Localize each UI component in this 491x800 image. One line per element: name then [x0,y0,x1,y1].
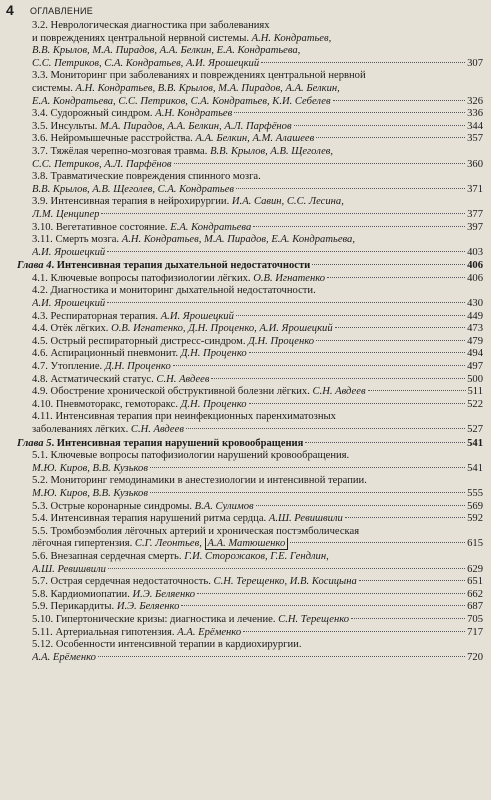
table-of-contents [0,20,491,664]
toc-line [32,614,483,627]
toc-title: 4.7. Утопление. [32,361,105,373]
toc-section-entry [0,475,491,500]
toc-section-entry [0,411,491,436]
toc-line-text [32,323,333,336]
toc-author: Е.А. Кондратьева, С.С. Петриков, С.А. Кондратьев, К.И. Себелев [32,95,331,107]
toc-line [17,260,483,273]
toc-page-number: 430 [467,298,483,310]
toc-line [32,108,483,121]
toc-author: М.Ю. Киров, В.В. Кузьков [32,487,148,499]
toc-line [32,589,483,602]
toc-author: А.Ш. Ревишвили [268,513,343,525]
toc-line [32,273,483,286]
toc-section-entry [0,501,491,514]
dot-leader [236,315,465,316]
toc-line [32,424,483,437]
toc-line [32,475,483,488]
toc-title: 4.8. Астматический статус. [32,373,157,385]
toc-line-text [32,639,301,652]
toc-line [17,438,483,451]
toc-author: М.А. Пирадов, А.А. Белкин, А.Л. Парфёнов [100,120,292,132]
toc-section-entry [0,336,491,349]
toc-title: 4.1. Ключевые вопросы патофизиологии лёгких. [32,272,254,284]
toc-author: А.А. Матюшенко [205,538,289,550]
toc-title: 5.6. Внезапная сердечная смерть. [32,550,185,562]
toc-title: 5.1. Ключевые вопросы патофизиологии нарушений кровообращения. [32,450,350,462]
toc-title: заболеваниях лёгких. [32,424,131,435]
toc-title: и повреждениях центральной нервной системы. [32,32,252,44]
toc-line [32,298,483,311]
toc-author: Д.Н. Проценко [104,361,171,373]
toc-line [32,222,483,235]
toc-section-entry [0,526,491,551]
dot-leader [234,112,465,113]
toc-line [32,33,483,46]
toc-section-entry [0,121,491,134]
toc-line-text [32,589,195,602]
toc-page-number: 397 [467,221,483,233]
toc-title: 4.10. Пневмоторакс, гемоторакс. [32,398,181,410]
toc-chapter-entry [0,260,491,273]
toc-author: В.В. Крылов, М.А. Пирадов, А.А. Белкин, Е.А. Кондратьева, [32,45,301,57]
toc-line [32,70,483,83]
toc-line [32,159,483,172]
toc-line-text [32,196,344,209]
toc-line-text [32,171,261,184]
toc-line [32,234,483,247]
toc-page-number: 511 [467,386,483,398]
toc-line-text [32,33,331,46]
toc-line [32,20,483,33]
toc-title: 3.4. Судорожный синдром. [32,108,156,120]
toc-line-text [32,336,314,349]
toc-line [32,361,483,374]
dot-leader [150,467,465,468]
toc-section-entry [0,601,491,614]
toc-line [32,652,483,665]
toc-line [32,463,483,476]
dot-leader [249,352,465,353]
toc-page-number: 497 [467,361,483,373]
toc-page-number: 522 [467,398,483,410]
dot-leader [186,428,465,429]
toc-line-text [32,133,314,146]
toc-author: Е.А. Кондратьева [170,221,252,233]
dot-leader [173,365,465,366]
toc-line-text [32,58,259,71]
toc-section-entry [0,450,491,475]
toc-title: 3.8. Травматические повреждения спинного мозга. [32,171,261,183]
toc-section-entry [0,323,491,336]
dot-leader [305,442,465,443]
toc-page-number: 541 [467,437,483,449]
toc-page-number: 360 [467,158,483,170]
toc-line [32,323,483,336]
toc-author: И.А. Савин, С.С. Лесина, [231,196,344,208]
toc-page-number: 326 [467,95,483,107]
toc-line [32,348,483,361]
toc-line [32,411,483,424]
toc-title: 5.2. Мониторинг гемодинамики в анестезиологии и интенсивной терапии. [32,475,367,487]
toc-line [32,501,483,514]
toc-section-entry [0,234,491,259]
toc-line [32,285,483,298]
toc-line-text [32,348,247,361]
toc-page-number: 687 [467,601,483,613]
toc-line [32,247,483,260]
toc-page-number: 406 [467,272,483,284]
toc-section-entry [0,311,491,324]
toc-author: О.В. Игнатенко, Д.Н. Проценко, А.И. Ярошецкий [111,323,333,335]
toc-page-number: 720 [467,651,483,663]
toc-author: Д.Н. Проценко [248,335,315,347]
toc-line [32,336,483,349]
toc-section-entry [0,108,491,121]
toc-page-number: 629 [467,563,483,575]
toc-line-text [32,424,184,437]
toc-author: В.А. Сулимов [194,500,254,512]
dot-leader [107,302,465,303]
toc-line-text [32,538,288,551]
dot-leader [316,340,465,341]
toc-page-number: 473 [467,323,483,335]
toc-title: 5.9. Перикардиты. [32,601,117,613]
toc-page-number: 449 [467,310,483,322]
toc-section-entry [0,196,491,221]
toc-title: 3.5. Инсульты. [32,120,101,132]
toc-line-text [32,513,343,526]
toc-author: Л.М. Ценципер [32,208,100,220]
dot-leader [150,492,465,493]
toc-section-entry [0,627,491,640]
toc-line-text [32,526,359,539]
toc-author: О.В. Игнатенко [253,272,326,284]
toc-author: С.Н. Терещенко, И.В. Косицына [213,576,357,588]
toc-line-text [32,234,355,247]
toc-line [32,627,483,640]
toc-line [32,538,483,551]
dot-leader [211,378,465,379]
toc-section-entry [0,374,491,387]
toc-title: 5.11. Артериальная гипотензия. [32,626,178,638]
toc-author: А.А. Ерёменко [177,626,242,638]
dot-leader [327,277,465,278]
toc-section-entry [0,171,491,196]
toc-line [32,83,483,96]
dot-leader [108,568,465,569]
toc-title: 5.3. Острые коронарные синдромы. [32,500,195,512]
toc-line-text [32,45,300,58]
toc-page-number: 357 [467,133,483,145]
toc-line-text [32,70,366,83]
toc-author: А.Н. Кондратьев, [251,32,332,44]
toc-author: Д.Н. Проценко [180,398,247,410]
dot-leader [335,327,465,328]
toc-line-text [32,83,340,96]
toc-author: В.В. Крылов, А.В. Щеголев, С.А. Кондратьев [32,183,235,195]
dot-leader [345,517,465,518]
toc-chapter-entry [0,438,491,451]
toc-page-number: 527 [467,424,483,435]
dot-leader [312,264,465,265]
toc-line [32,551,483,564]
toc-section-entry [0,348,491,361]
toc-author: А.А. Ерёменко [32,651,96,663]
toc-author: А.Н. Кондратьев [155,108,233,120]
toc-title: 5.12. Особенности интенсивной терапии в кардиохирургии. [32,639,302,651]
page-header [6,2,486,18]
toc-author: С.С. Петриков, С.А. Кондратьев, А.И. Ярошецкий [32,57,260,69]
toc-author: Г.И. Сторожаков, Г.Е. Гендлин, [184,550,329,562]
toc-line-text [32,551,329,564]
toc-title: 3.7. Тяжёлая черепно-мозговая травма. [32,145,211,157]
toc-section-entry [0,589,491,602]
toc-page-number: 555 [467,487,483,499]
toc-line [32,96,483,109]
toc-title: 3.3. Мониторинг при заболеваниях и повреждениях центральной нервной [32,70,366,82]
dot-leader [294,125,466,126]
toc-page-number: 662 [467,588,483,600]
dot-leader [236,188,465,189]
toc-author: А.Н. Кондратьев, В.В. Крылов, М.А. Пирадов, А.А. Белкин, [75,82,340,94]
toc-page-number: 479 [467,335,483,347]
toc-title: системы. [32,82,76,94]
dot-leader [261,62,465,63]
toc-title: 3.10. Вегетативное состояние. [32,221,171,233]
toc-page-number: 406 [467,260,483,272]
toc-author: С.Н. Авдеев [156,373,210,385]
toc-line-text [32,96,331,109]
toc-title: 4.6. Аспирационный пневмонит. [32,348,181,360]
toc-author: А.Н. Кондратьев, М.А. Пирадов, Е.А. Кондратьева, [121,234,355,246]
toc-page-number: 403 [467,246,483,258]
toc-title: 4.11. Интенсивная терапия при неинфекционных паренхиматозных [32,411,336,423]
toc-section-entry [0,361,491,374]
toc-title: 4.4. Отёк лёгких. [32,323,112,335]
toc-author: 5 [46,437,52,449]
toc-author: А.Ш. Ревишвили [32,563,106,575]
toc-line-text [32,159,172,172]
toc-line [32,488,483,501]
toc-title: 5.7. Острая сердечная недостаточность. [32,576,214,588]
toc-author: А.И. Ярошецкий [32,298,106,310]
toc-author: С.Н. Авдеев [312,386,366,398]
toc-author: 4 [46,260,52,272]
toc-page-number: 500 [467,373,483,385]
toc-section-entry [0,614,491,627]
toc-page-number: 344 [467,120,483,132]
toc-section-entry [0,146,491,171]
toc-line [32,121,483,134]
dot-leader [316,137,465,138]
toc-title: 4.9. Обострение хронической обструктивной болезни лёгких. [32,386,313,398]
dot-leader [98,656,465,657]
toc-line-text [32,121,292,134]
toc-line [32,374,483,387]
toc-line-text [32,386,366,399]
toc-line-text [32,209,99,222]
toc-line [32,146,483,159]
toc-title: . Интенсивная терапия нарушений кровообращения [51,437,304,449]
dot-leader [243,631,465,632]
toc-line-text [32,20,270,33]
toc-line-text [17,260,310,273]
toc-title: . Интенсивная терапия дыхательной недостаточности [51,260,311,272]
toc-section-entry [0,222,491,235]
toc-line-text [32,652,96,665]
toc-line [32,184,483,197]
toc-section-entry [0,639,491,664]
toc-page-number: 592 [467,513,483,525]
toc-author: И.Э. Беляенко [116,601,180,613]
toc-line-text [32,298,105,311]
toc-line [32,450,483,463]
toc-author: С.Н. Терещенко [278,613,350,625]
toc-line-text [32,399,247,412]
toc-line [32,196,483,209]
dot-leader [197,593,465,594]
toc-section-entry [0,513,491,526]
toc-author: Глава [17,260,47,272]
toc-author: Глава [17,437,47,449]
toc-author: А.И. Ярошецкий [160,310,234,322]
toc-line-text [32,463,148,476]
toc-line-text [32,627,241,640]
toc-title: 4.3. Респираторная терапия. [32,310,161,322]
toc-title: 3.2. Неврологическая диагностика при заболеваниях [32,20,270,31]
toc-line-text [32,475,367,488]
toc-page-number: 705 [467,613,483,625]
dot-leader [333,100,466,101]
dot-leader [256,505,465,506]
toc-line-text [32,601,179,614]
toc-title: лёгочная гипертензия. [32,538,135,550]
toc-line [32,564,483,577]
toc-author: А.А. Белкин, А.М. Алашеев [195,133,315,145]
toc-section-entry [0,133,491,146]
toc-line [32,171,483,184]
toc-title: 3.6. Нейромышечные расстройства. [32,133,196,145]
dot-leader [359,580,465,581]
toc-title: 5.10. Гипертонические кризы: диагностика и лечение. [32,613,279,625]
toc-author: С.Н. Авдеев [130,424,184,435]
toc-line-text [32,146,333,159]
toc-page-number: 717 [467,626,483,638]
toc-line [32,513,483,526]
toc-section-entry [0,20,491,70]
toc-author: А.И. Ярошецкий [32,246,106,258]
toc-line-text [32,108,232,121]
toc-line-text [32,247,105,260]
toc-line [32,576,483,589]
toc-author: С.Г. Леонтьев, [134,538,205,550]
toc-page-number: 377 [467,208,483,220]
toc-line-text [32,273,325,286]
toc-section-entry [0,576,491,589]
toc-line-text [32,450,349,463]
dot-leader [101,213,465,214]
toc-line [32,45,483,58]
dot-leader [181,605,465,606]
toc-line [32,311,483,324]
dot-leader [368,390,466,391]
toc-line [32,133,483,146]
toc-section-entry [0,70,491,108]
dot-leader [290,542,465,543]
toc-line [32,601,483,614]
toc-line-text [32,576,357,589]
toc-line [32,209,483,222]
toc-title: 4.2. Диагностика и мониторинг дыхательной недостаточности. [32,285,316,297]
toc-page-number: 371 [467,183,483,195]
toc-page-number: 494 [467,348,483,360]
toc-line [32,386,483,399]
toc-page-number: 541 [467,462,483,474]
toc-section-entry [0,551,491,576]
toc-line [32,399,483,412]
running-header-title: ОГЛАВЛЕНИЕ [30,6,94,16]
toc-line-text [32,285,316,298]
toc-line-text [32,501,254,514]
dot-leader [249,403,466,404]
toc-line-text [32,411,336,424]
toc-line-text [32,564,106,577]
toc-page-number: 615 [467,538,483,550]
toc-title: 3.9. Интенсивная терапия в нейрохирургии. [32,196,232,208]
toc-page-number: 336 [467,108,483,120]
toc-author: М.Ю. Киров, В.В. Кузьков [32,462,148,474]
toc-section-entry [0,285,491,310]
dot-leader [351,618,465,619]
toc-section-entry [0,273,491,286]
dot-leader [253,226,465,227]
toc-line-text [32,222,251,235]
toc-line [32,526,483,539]
toc-line-text [32,488,148,501]
toc-line-text [32,184,234,197]
toc-section-entry [0,399,491,412]
toc-author: С.С. Петриков, А.Л. Парфёнов [32,158,172,170]
page-number: 4 [6,2,14,18]
toc-line-text [17,438,303,451]
toc-title: 3.11. Смерть мозга. [32,234,122,246]
dot-leader [107,251,465,252]
toc-author: В.В. Крылов, А.В. Щеголев, [210,145,334,157]
toc-title: 5.5. Тромбоэмболия лёгочных артерий и хроническая постэмболическая [32,525,360,537]
toc-title: 5.4. Интенсивная терапия нарушений ритма сердца. [32,513,269,525]
toc-line-text [32,374,209,387]
toc-title: 5.8. Кардиомиопатии. [32,588,133,600]
toc-author: Д.Н. Проценко [180,348,247,360]
toc-page-number: 307 [467,57,483,69]
toc-section-entry [0,386,491,399]
toc-line [32,639,483,652]
toc-line-text [32,361,171,374]
toc-line [32,58,483,71]
toc-page-number: 569 [467,500,483,512]
dot-leader [174,163,466,164]
toc-title: 4.5. Острый респираторный дистресс-синдром. [32,335,249,347]
toc-line-text [32,614,349,627]
toc-line-text [32,311,234,324]
toc-page-number: 651 [467,576,483,588]
toc-author: И.Э. Беляенко [132,588,196,600]
